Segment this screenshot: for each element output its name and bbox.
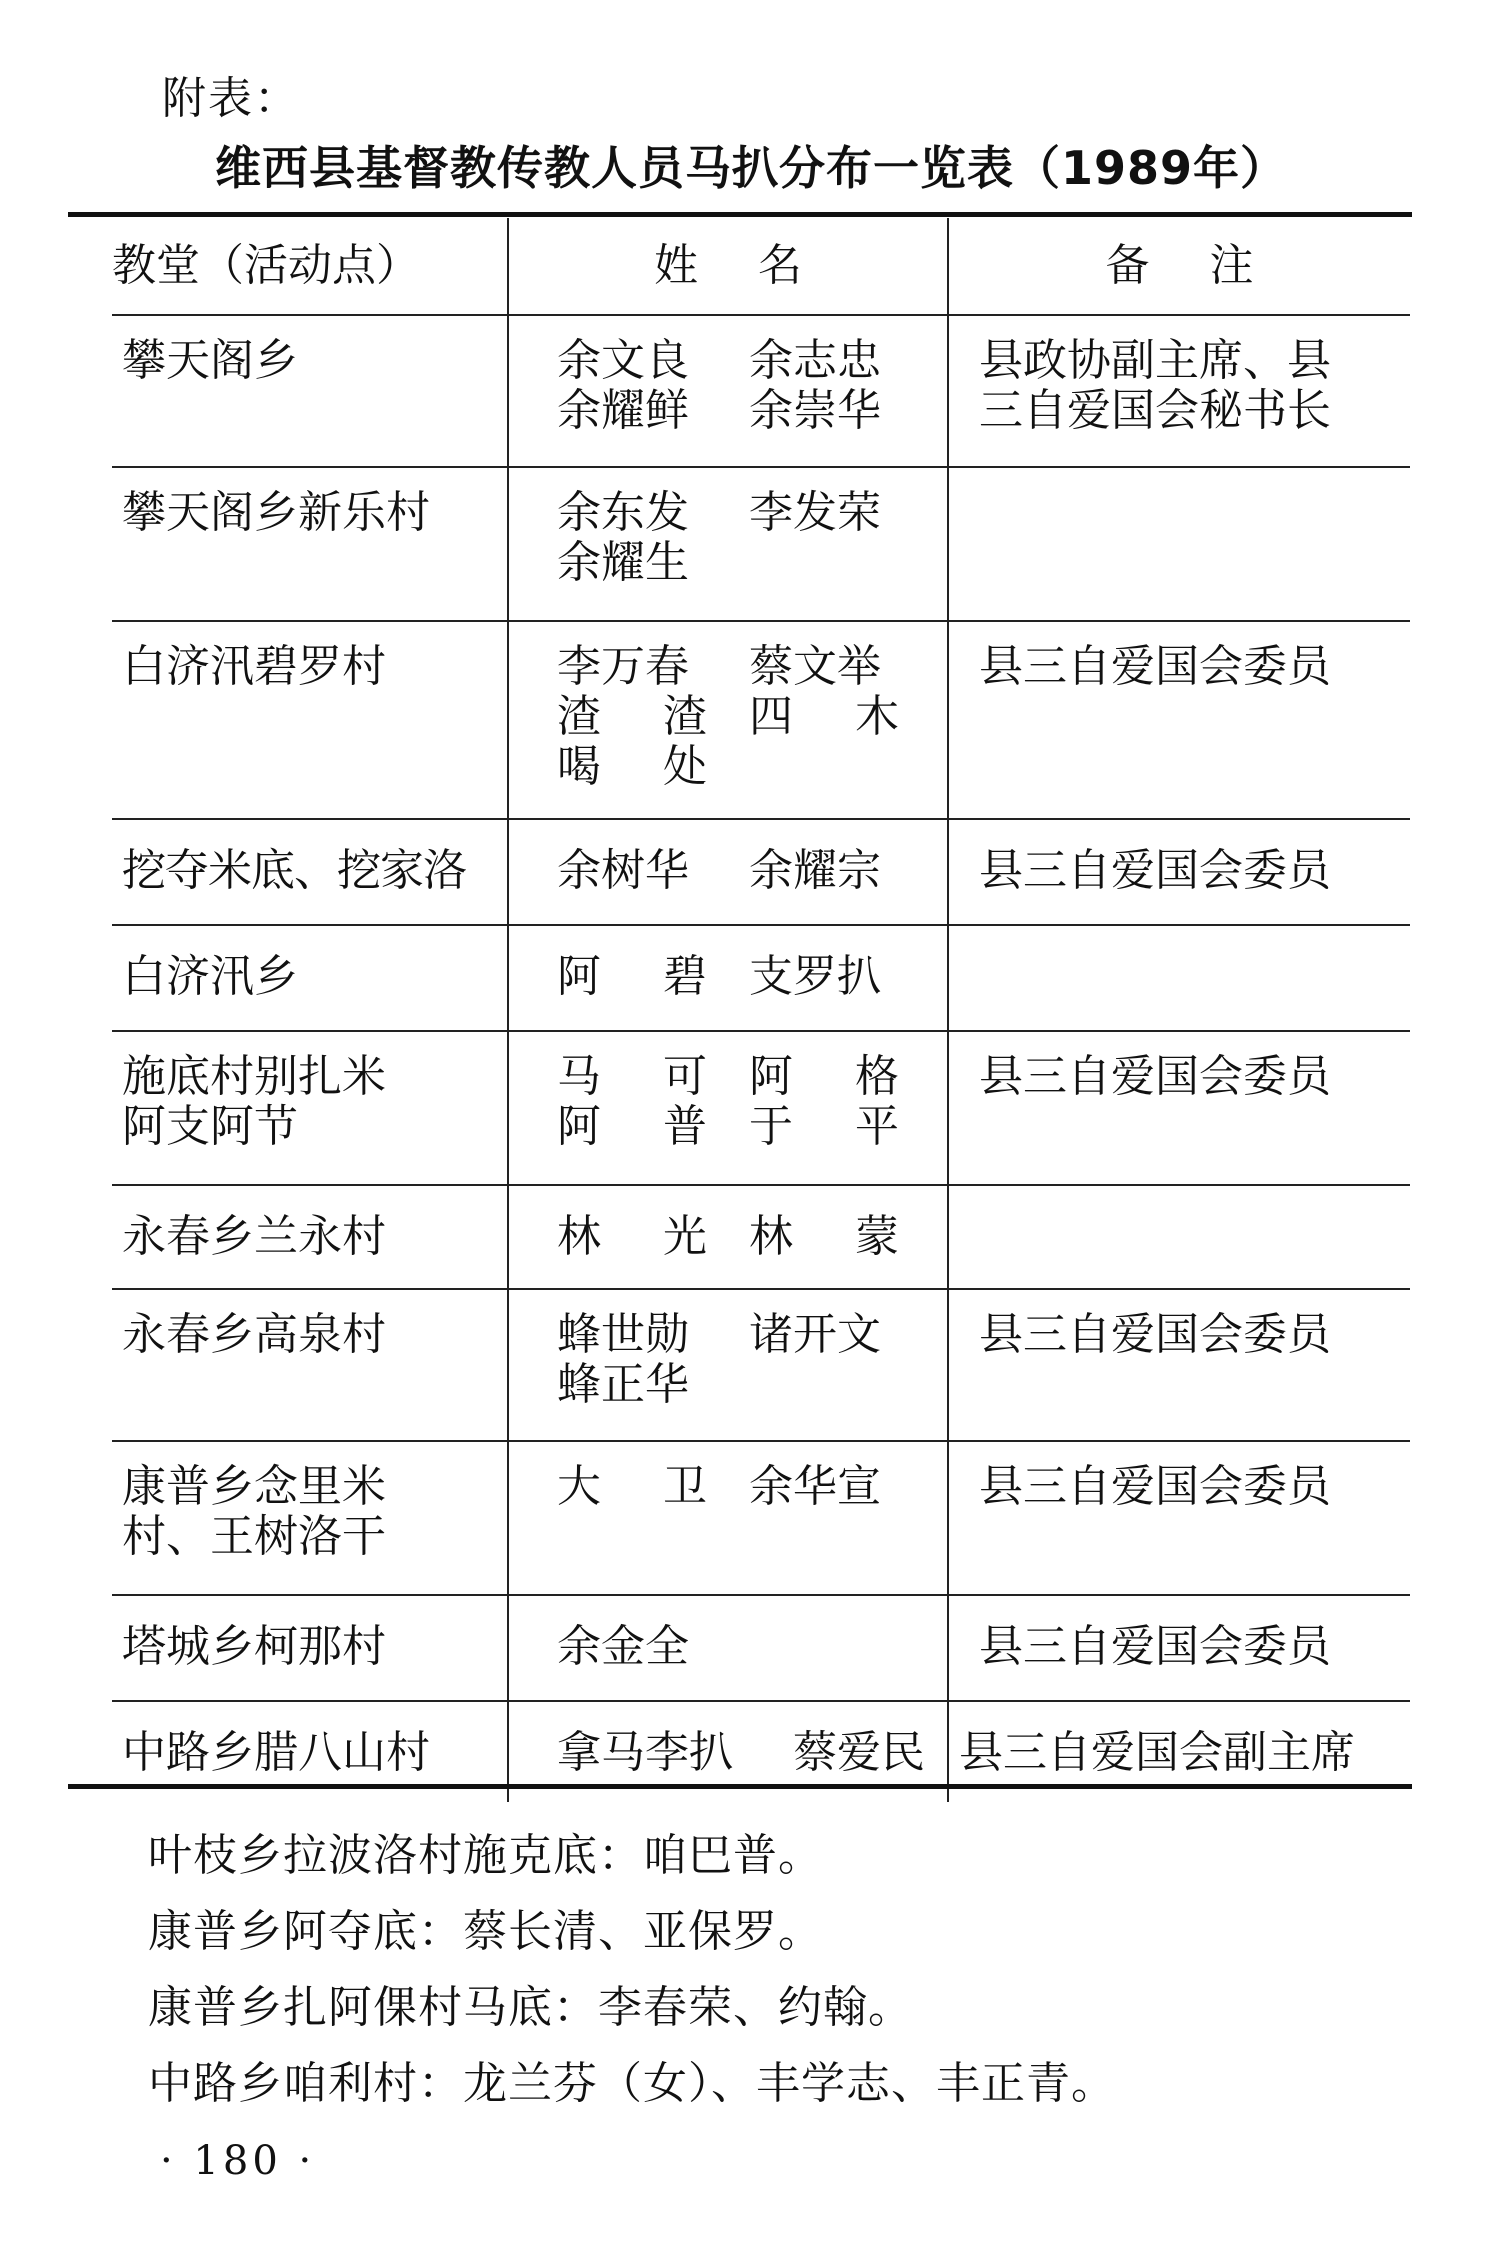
- names-cell: [508, 925, 948, 1031]
- person-name: 于 平: [749, 1101, 899, 1152]
- remarks-line: 县三自爱国会委员: [979, 641, 1331, 692]
- remarks-line: 县三自爱国会委员: [979, 845, 1331, 896]
- names-cell: [508, 1031, 948, 1185]
- table-row: [112, 1031, 1410, 1185]
- location-cell: [112, 621, 508, 819]
- location-line: 施底村别扎米: [122, 1051, 386, 1102]
- location-line: 永春乡高泉村: [122, 1309, 386, 1360]
- header-names: 姓名: [508, 218, 948, 315]
- footnotes: [148, 1818, 1116, 2122]
- remarks-cell: [948, 1441, 1410, 1595]
- location-cell: [112, 1595, 508, 1701]
- table-row: [112, 1185, 1410, 1289]
- person-name: 蜂世勋: [557, 1309, 689, 1360]
- location-cell: [112, 1289, 508, 1441]
- person-name: 李发荣: [749, 487, 881, 538]
- remarks-cell: [948, 315, 1410, 467]
- page-number: · 180 ·: [160, 2138, 316, 2184]
- person-name: 蔡爱民: [793, 1727, 925, 1778]
- table-row: [112, 621, 1410, 819]
- person-name: 余东发: [557, 487, 689, 538]
- remarks-cell: [948, 621, 1410, 819]
- table-row: [112, 819, 1410, 925]
- remarks-line: 县三自爱国会副主席: [959, 1727, 1355, 1778]
- person-name: 余华宣: [749, 1461, 881, 1512]
- names-cell: [508, 467, 948, 621]
- header-location: 教堂（活动点）: [112, 218, 508, 315]
- person-name: 四 木: [749, 691, 899, 742]
- location-cell: [112, 467, 508, 621]
- names-cell: [508, 315, 948, 467]
- location-line: 永春乡兰永村: [122, 1211, 386, 1262]
- person-name: 喝 处: [557, 741, 707, 792]
- names-cell: [508, 1441, 948, 1595]
- person-name: 余耀宗: [749, 845, 881, 896]
- names-cell: [508, 1595, 948, 1701]
- person-name: 余文良: [557, 335, 689, 386]
- location-cell: [112, 1441, 508, 1595]
- person-name: 大 卫: [557, 1461, 707, 1512]
- location-line: 塔城乡柯那村: [122, 1621, 386, 1672]
- footnote-line: 康普乡阿夺底：蔡长清、亚保罗。: [148, 1906, 823, 1957]
- remarks-cell: [948, 1031, 1410, 1185]
- person-name: 林 蒙: [749, 1211, 899, 1262]
- remarks-cell: [948, 1289, 1410, 1441]
- appendix-label: 附表：: [162, 73, 300, 124]
- location-line: 白济汛碧罗村: [122, 641, 386, 692]
- person-name: 蔡文举: [749, 641, 881, 692]
- location-line: 攀天阁乡新乐村: [122, 487, 430, 538]
- remarks-cell: [948, 925, 1410, 1031]
- footnote-line: 叶枝乡拉波洛村施克底：咱巴普。: [148, 1830, 823, 1881]
- person-name: 余崇华: [749, 385, 881, 436]
- names-cell: [508, 1289, 948, 1441]
- person-name: 余志忠: [749, 335, 881, 386]
- location-line: 康普乡念里米: [122, 1461, 386, 1512]
- location-cell: [112, 925, 508, 1031]
- person-name: 余耀生: [557, 537, 689, 588]
- footnote-line: 中路乡咱利村：龙兰芬（女）、丰学志、丰正青。: [148, 2058, 1116, 2109]
- table-row: [112, 467, 1410, 621]
- remarks-cell: [948, 819, 1410, 925]
- person-name: 余金全: [557, 1621, 689, 1672]
- location-line: 阿支阿节: [122, 1101, 298, 1152]
- location-cell: [112, 1185, 508, 1289]
- footnote-line: 康普乡扎阿倮村马底：李春荣、约翰。: [148, 1982, 913, 2033]
- table-row: [112, 315, 1410, 467]
- person-name: 拿马李扒: [557, 1727, 733, 1778]
- location-line: 白济汛乡: [122, 951, 298, 1002]
- person-name: 阿 碧: [557, 951, 707, 1002]
- person-name: 阿 普: [557, 1101, 707, 1152]
- person-name: 李万春: [557, 641, 689, 692]
- table-row: [112, 1441, 1410, 1595]
- person-name: 余树华: [557, 845, 689, 896]
- location-cell: [112, 1031, 508, 1185]
- location-cell: [112, 315, 508, 467]
- table-title: 维西县基督教传教人员马扒分布一览表（1989年）: [215, 141, 1288, 195]
- table-row: [112, 925, 1410, 1031]
- header-remarks: 备注: [948, 218, 1410, 315]
- table-row: [112, 1289, 1410, 1441]
- remarks-line: 县三自爱国会委员: [979, 1051, 1331, 1102]
- personnel-table: [112, 218, 1410, 1802]
- person-name: 支罗扒: [749, 951, 881, 1002]
- table-top-rule: [68, 212, 1412, 217]
- person-name: 诸开文: [749, 1309, 881, 1360]
- remarks-cell: [948, 1595, 1410, 1701]
- location-line: 村、王树洛干: [122, 1511, 386, 1562]
- remarks-line: 县政协副主席、县: [979, 335, 1331, 386]
- remarks-line: 县三自爱国会委员: [979, 1621, 1331, 1672]
- table-header-row: [112, 218, 1410, 315]
- location-line: 中路乡腊八山村: [122, 1727, 430, 1778]
- location-cell: [112, 819, 508, 925]
- names-cell: [508, 819, 948, 925]
- table-bottom-rule: [68, 1784, 1412, 1789]
- location-line: 挖夺米底、挖家洛: [122, 845, 466, 896]
- remarks-line: 县三自爱国会委员: [979, 1309, 1331, 1360]
- person-name: 余耀鲜: [557, 385, 689, 436]
- remarks-cell: [948, 1185, 1410, 1289]
- person-name: 蜂正华: [557, 1359, 689, 1410]
- remarks-cell: [948, 467, 1410, 621]
- names-cell: [508, 1185, 948, 1289]
- person-name: 渣 渣: [557, 691, 707, 742]
- remarks-line: 县三自爱国会委员: [979, 1461, 1331, 1512]
- person-name: 阿 格: [749, 1051, 899, 1102]
- table-row: [112, 1595, 1410, 1701]
- location-line: 攀天阁乡: [122, 335, 298, 386]
- person-name: 马 可: [557, 1051, 707, 1102]
- names-cell: [508, 621, 948, 819]
- person-name: 林 光: [557, 1211, 707, 1262]
- remarks-line: 三自爱国会秘书长: [979, 385, 1331, 436]
